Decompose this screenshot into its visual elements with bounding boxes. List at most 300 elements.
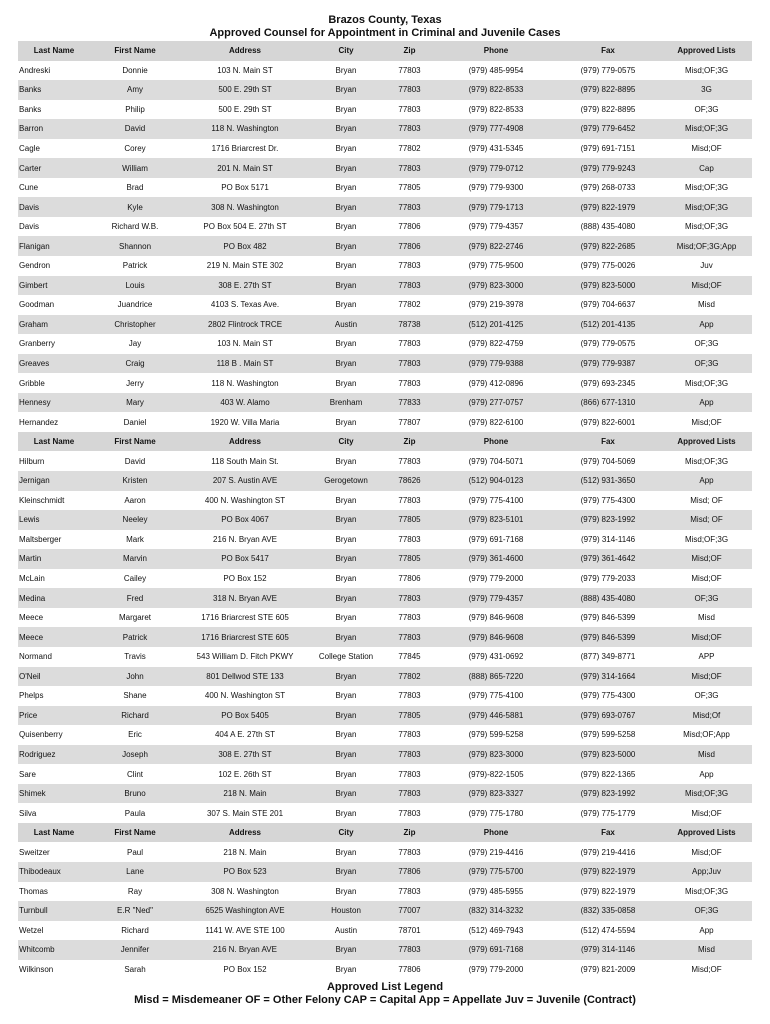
cell-phone: (979) 277-0757 xyxy=(437,393,555,413)
cell-fax: (979) 823-1992 xyxy=(555,510,661,530)
cell-last-name: Andreski xyxy=(19,65,51,75)
column-header-row xyxy=(18,41,752,61)
cell-approved-lists: App xyxy=(699,925,714,935)
cell-phone: (979) 779-4357 xyxy=(468,222,524,232)
cell-address: PO Box 152 xyxy=(223,964,267,974)
table-row xyxy=(18,510,752,530)
county-title: Brazos County, Texas xyxy=(328,14,442,26)
cell-address: 207 S. Austin AVE xyxy=(180,471,310,491)
table-row xyxy=(18,745,752,765)
cell-fax: (979) 268-0733 xyxy=(580,183,636,193)
cell-phone: (979) 846-9608 xyxy=(468,613,524,623)
cell-city: Bryan xyxy=(335,886,357,896)
cell-city: Bryan xyxy=(335,495,357,505)
cell-phone: (979) 822-6100 xyxy=(468,417,524,427)
cell-zip: 77007 xyxy=(382,901,437,921)
cell-fax: (979) 821-2009 xyxy=(580,964,636,974)
cell-first-name: Joseph xyxy=(90,745,180,765)
cell-phone: (979) 775-9500 xyxy=(468,261,524,271)
column-header-zip: Zip xyxy=(382,823,437,843)
cell-city: Bryan xyxy=(310,862,382,882)
table-row xyxy=(18,315,752,335)
cell-zip: 77803 xyxy=(382,276,437,296)
cell-address: 308 E. 27th ST xyxy=(180,276,310,296)
cell-address: 103 N. Main ST xyxy=(217,339,273,349)
cell-city: Bryan xyxy=(335,847,357,857)
cell-zip: 77803 xyxy=(398,534,421,544)
cell-phone: (979) 431-5345 xyxy=(468,144,524,153)
cell-approved-lists: Misd;Of xyxy=(661,706,752,726)
cell-approved-lists: Misd xyxy=(661,745,752,765)
table-row xyxy=(18,803,752,823)
cell-first-name: Corey xyxy=(124,144,146,153)
cell-approved-lists: Misd;OF xyxy=(691,144,722,153)
cell-approved-lists: Misd;OF;3G xyxy=(684,65,729,75)
cell-phone: (979) 412-0896 xyxy=(468,378,524,388)
cell-address: PO Box 482 xyxy=(180,236,310,256)
table-row xyxy=(18,686,752,706)
cell-fax: (979) 775-4300 xyxy=(580,495,636,505)
table-row xyxy=(18,960,752,980)
cell-last-name: Turnbull xyxy=(18,901,90,921)
cell-approved-lists: OF;3G xyxy=(661,901,752,921)
column-header-city: City xyxy=(310,41,382,61)
cell-city: Bryan xyxy=(310,627,382,647)
cell-first-name: Brad xyxy=(126,183,144,193)
cell-zip: 77803 xyxy=(398,730,421,740)
cell-zip: 77807 xyxy=(398,417,421,427)
cell-last-name: Greaves xyxy=(18,354,90,374)
cell-address: 404 A E. 27th ST xyxy=(214,730,276,740)
cell-approved-lists: OF;3G xyxy=(694,691,719,701)
cell-address: 801 Dellwod STE 133 xyxy=(180,667,310,687)
cell-last-name: Silva xyxy=(19,808,37,818)
cell-address: 500 E. 29th ST xyxy=(218,104,272,114)
cell-zip: 77802 xyxy=(398,144,421,153)
table-row xyxy=(18,647,752,667)
cell-last-name: Granberry xyxy=(19,339,56,349)
cell-phone: (979) 823-3000 xyxy=(437,745,555,765)
cell-first-name: Eric xyxy=(128,730,142,740)
cell-approved-lists: Misd;OF;3G xyxy=(661,119,752,139)
column-header-city: City xyxy=(310,823,382,843)
cell-approved-lists: Juv xyxy=(700,261,713,271)
cell-first-name: Ray xyxy=(127,886,143,896)
table-row xyxy=(18,901,752,921)
cell-address: 219 N. Main STE 302 xyxy=(206,261,284,271)
cell-last-name: Kleinschmidt xyxy=(19,495,65,505)
table-row xyxy=(18,549,752,569)
table-row xyxy=(18,197,752,217)
cell-fax: (866) 677-1310 xyxy=(555,393,661,413)
cell-first-name: Craig xyxy=(90,354,180,374)
table-row xyxy=(18,588,752,608)
cell-last-name: Gendron xyxy=(19,261,51,271)
cell-city: Austin xyxy=(310,315,382,335)
cell-first-name: Richard W.B. xyxy=(111,222,159,232)
cell-address: 1716 Briarcrest Dr. xyxy=(211,144,279,153)
cell-fax: (979) 846-5399 xyxy=(580,613,636,623)
cell-approved-lists: Misd;OF xyxy=(661,667,752,687)
cell-first-name: Travis xyxy=(124,652,146,662)
cell-zip: 77803 xyxy=(382,197,437,217)
cell-last-name: Goodman xyxy=(19,300,55,310)
cell-approved-lists: Misd xyxy=(698,613,715,623)
table-row xyxy=(18,119,752,139)
cell-phone: (979) 779-9300 xyxy=(468,183,524,193)
cell-fax: (979) 691-7151 xyxy=(580,144,636,153)
cell-approved-lists: Misd;OF;3G xyxy=(661,197,752,217)
cell-last-name: Martin xyxy=(18,549,90,569)
cell-last-name: Meece xyxy=(18,627,90,647)
table-row xyxy=(18,61,752,81)
cell-zip: 77806 xyxy=(382,236,437,256)
table-row xyxy=(18,725,752,745)
cell-address: 318 N. Bryan AVE xyxy=(180,588,310,608)
cell-last-name: Gimbert xyxy=(18,276,90,296)
cell-approved-lists: Misd xyxy=(698,300,715,310)
cell-fax: (877) 349-8771 xyxy=(580,652,636,662)
column-header-fax: Fax xyxy=(555,41,661,61)
cell-address: 400 N. Washington ST xyxy=(204,691,286,701)
cell-address: 102 E. 26th ST xyxy=(218,769,272,779)
cell-approved-lists: Misd;OF xyxy=(691,964,722,974)
cell-fax: (979) 314-1146 xyxy=(555,940,661,960)
cell-fax: (979) 822-8895 xyxy=(580,104,636,114)
cell-first-name: Marvin xyxy=(90,549,180,569)
cell-address: 307 S. Main STE 201 xyxy=(206,808,284,818)
cell-fax: (979) 779-2033 xyxy=(580,574,636,584)
cell-last-name: Wetzel xyxy=(19,925,44,935)
cell-approved-lists: OF;3G xyxy=(661,354,752,374)
cell-fax: (979) 823-5000 xyxy=(555,276,661,296)
cell-approved-lists: Misd;OF xyxy=(691,808,722,818)
cell-address: 308 N. Washington xyxy=(211,886,279,896)
cell-first-name: Jennifer xyxy=(90,940,180,960)
cell-address: 6525 Washington AVE xyxy=(180,901,310,921)
cell-phone: (979) 846-9608 xyxy=(437,627,555,647)
table-row xyxy=(18,608,752,628)
cell-phone: (979) 691-7168 xyxy=(468,534,524,544)
column-header-zip: Zip xyxy=(382,432,437,452)
cell-approved-lists: Misd;OF xyxy=(691,417,722,427)
cell-phone: (979) 823-5101 xyxy=(437,510,555,530)
cell-last-name: Davis xyxy=(19,222,40,232)
cell-last-name: Gribble xyxy=(19,378,45,388)
cell-first-name: Cailey xyxy=(123,574,147,584)
cell-approved-lists: Misd;OF xyxy=(661,276,752,296)
cell-zip: 77803 xyxy=(382,80,437,100)
cell-approved-lists: Misd;OF;3G xyxy=(684,222,729,232)
cell-city: Bryan xyxy=(310,549,382,569)
cell-phone: (979) 775-5700 xyxy=(437,862,555,882)
cell-city: Bryan xyxy=(335,964,357,974)
cell-first-name: David xyxy=(90,119,180,139)
cell-address: 308 E. 27th ST xyxy=(180,745,310,765)
cell-address: 103 N. Main ST xyxy=(217,65,273,75)
column-header-phone: Phone xyxy=(437,823,555,843)
cell-zip: 77803 xyxy=(398,847,421,857)
cell-fax: (979) 599-5258 xyxy=(580,730,636,740)
cell-city: Bryan xyxy=(310,119,382,139)
column-header-zip: Zip xyxy=(382,41,437,61)
cell-fax: (979) 704-5069 xyxy=(580,456,636,466)
cell-zip: 78701 xyxy=(398,925,421,935)
table-row xyxy=(18,882,752,902)
cell-approved-lists: 3G xyxy=(661,80,752,100)
cell-phone: (979) 822-8533 xyxy=(437,80,555,100)
cell-last-name: Jernigan xyxy=(18,471,90,491)
cell-first-name: Jerry xyxy=(126,378,144,388)
column-header-phone: Phone xyxy=(437,41,555,61)
cell-address: 218 N. Main xyxy=(180,784,310,804)
legend xyxy=(0,981,770,1007)
column-header-last-name: Last Name xyxy=(18,41,90,61)
column-header-approved-lists: Approved Lists xyxy=(661,432,752,452)
table-row xyxy=(18,354,752,374)
cell-approved-lists: Misd;OF xyxy=(691,574,722,584)
table-row xyxy=(18,627,752,647)
cell-fax: (979) 775-1779 xyxy=(580,808,636,818)
cell-address: 400 N. Washington ST xyxy=(204,495,286,505)
cell-phone: (512) 201-4125 xyxy=(437,315,555,335)
column-header-fax: Fax xyxy=(555,432,661,452)
cell-first-name: Kristen xyxy=(90,471,180,491)
document-header xyxy=(0,14,770,40)
cell-phone: (979) 822-8533 xyxy=(468,104,524,114)
cell-zip: 77806 xyxy=(398,574,421,584)
cell-phone: (979) 779-2000 xyxy=(468,574,524,584)
cell-zip: 77803 xyxy=(398,339,421,349)
cell-zip: 77803 xyxy=(398,261,421,271)
cell-fax: (512) 474-5594 xyxy=(580,925,636,935)
column-header-phone: Phone xyxy=(437,432,555,452)
cell-city: Bryan xyxy=(335,730,357,740)
cell-first-name: Mary xyxy=(90,393,180,413)
cell-city: Bryan xyxy=(335,261,357,271)
cell-city: Bryan xyxy=(335,808,357,818)
cell-phone: (979) 446-5881 xyxy=(437,706,555,726)
cell-first-name: Shannon xyxy=(90,236,180,256)
cell-zip: 77806 xyxy=(398,222,421,232)
cell-phone: (888) 865-7220 xyxy=(437,667,555,687)
column-header-fax: Fax xyxy=(555,823,661,843)
cell-phone: (979) 219-3978 xyxy=(468,300,524,310)
cell-approved-lists: Misd; OF xyxy=(690,495,723,505)
cell-last-name: Sweitzer xyxy=(19,847,50,857)
cell-address: 500 E. 29th ST xyxy=(180,80,310,100)
cell-zip: 77803 xyxy=(382,354,437,374)
cell-zip: 77803 xyxy=(398,495,421,505)
cell-last-name: Graham xyxy=(18,315,90,335)
cell-first-name: Kyle xyxy=(90,197,180,217)
cell-phone: (979) 361-4600 xyxy=(437,549,555,569)
cell-city: Bryan xyxy=(310,745,382,765)
cell-address: 308 N. Washington xyxy=(180,197,310,217)
cell-address: 216 N. Bryan AVE xyxy=(213,534,277,544)
cell-fax: (979) 822-1979 xyxy=(580,886,636,896)
cell-last-name: Whitcomb xyxy=(18,940,90,960)
cell-fax: (979) 775-0026 xyxy=(580,261,636,271)
cell-zip: 78738 xyxy=(382,315,437,335)
cell-phone: (512) 469-7943 xyxy=(468,925,524,935)
table-row xyxy=(18,842,752,862)
cell-first-name: E.R "Ned" xyxy=(90,901,180,921)
cell-approved-lists: App xyxy=(699,769,714,779)
counsel-table-body xyxy=(18,41,752,979)
cell-approved-lists: Misd; OF xyxy=(661,510,752,530)
cell-address: 216 N. Bryan AVE xyxy=(180,940,310,960)
column-header-city: City xyxy=(310,432,382,452)
cell-city: Bryan xyxy=(335,378,357,388)
cell-phone: (979) 779-0712 xyxy=(437,158,555,178)
cell-fax: (979) 219-4416 xyxy=(580,847,636,857)
cell-phone: (979) 431-0692 xyxy=(468,652,524,662)
cell-address: PO Box 523 xyxy=(180,862,310,882)
cell-last-name: Quisenberry xyxy=(19,730,63,740)
cell-last-name: Barron xyxy=(18,119,90,139)
cell-city: Bryan xyxy=(335,104,357,114)
table-row xyxy=(18,530,752,550)
cell-zip: 77803 xyxy=(382,158,437,178)
cell-zip: 77803 xyxy=(398,378,421,388)
table-row xyxy=(18,569,752,589)
table-row xyxy=(18,491,752,511)
cell-last-name: Banks xyxy=(19,104,42,114)
cell-zip: 77803 xyxy=(398,769,421,779)
table-row xyxy=(18,139,752,159)
cell-first-name: Richard xyxy=(121,925,149,935)
cell-city: Bryan xyxy=(310,940,382,960)
cell-zip: 77803 xyxy=(398,65,421,75)
cell-zip: 77805 xyxy=(398,183,421,193)
cell-first-name: William xyxy=(90,158,180,178)
cell-first-name: Amy xyxy=(90,80,180,100)
cell-first-name: Daniel xyxy=(123,417,147,427)
cell-city: Bryan xyxy=(335,534,357,544)
cell-first-name: Clint xyxy=(126,769,143,779)
cell-last-name: Meece xyxy=(19,613,44,623)
cell-fax: (979) 823-1992 xyxy=(555,784,661,804)
cell-last-name: O'Neil xyxy=(18,667,90,687)
column-header-row xyxy=(18,432,752,452)
cell-last-name: Hernandez xyxy=(19,417,59,427)
cell-address: 543 William D. Fitch PKWY xyxy=(196,652,294,662)
cell-city: Austin xyxy=(334,925,358,935)
cell-approved-lists: Misd;OF;3G xyxy=(684,456,729,466)
counsel-table xyxy=(18,41,752,979)
cell-first-name: Neeley xyxy=(90,510,180,530)
table-row xyxy=(18,373,752,393)
column-header-address: Address xyxy=(180,823,310,843)
cell-city: Bryan xyxy=(310,510,382,530)
cell-address: 118 B . Main ST xyxy=(180,354,310,374)
cell-phone: (979) 775-1780 xyxy=(468,808,524,818)
table-row xyxy=(18,784,752,804)
cell-first-name: Paula xyxy=(124,808,146,818)
cell-fax: (888) 435-4080 xyxy=(555,588,661,608)
cell-approved-lists: App;Juv xyxy=(661,862,752,882)
cell-last-name: Cune xyxy=(19,183,39,193)
cell-city: Bryan xyxy=(335,65,357,75)
cell-first-name: Aaron xyxy=(124,495,146,505)
cell-first-name: Sarah xyxy=(124,964,146,974)
cell-phone: (979) 779-9388 xyxy=(437,354,555,374)
cell-first-name: John xyxy=(90,667,180,687)
cell-last-name: Phelps xyxy=(19,691,44,701)
cell-phone: (979) 485-9954 xyxy=(468,65,524,75)
cell-zip: 77803 xyxy=(398,886,421,896)
cell-first-name: Patrick xyxy=(122,261,148,271)
table-row xyxy=(18,178,752,198)
cell-first-name: Mark xyxy=(126,534,144,544)
cell-zip: 77803 xyxy=(398,613,421,623)
cell-first-name: Donnie xyxy=(122,65,148,75)
cell-approved-lists: Cap xyxy=(661,158,752,178)
cell-fax: (979) 779-9387 xyxy=(555,354,661,374)
cell-first-name: Christopher xyxy=(90,315,180,335)
cell-phone: (979) 485-5955 xyxy=(468,886,524,896)
cell-city: Bryan xyxy=(335,691,357,701)
cell-zip: 77803 xyxy=(398,456,421,466)
cell-last-name: Thomas xyxy=(19,886,48,896)
table-row xyxy=(18,471,752,491)
table-row xyxy=(18,236,752,256)
cell-address: 118 N. Washington xyxy=(211,378,279,388)
cell-last-name: Thibodeaux xyxy=(18,862,90,882)
cell-approved-lists: App xyxy=(661,315,752,335)
cell-city: Bryan xyxy=(310,276,382,296)
table-row xyxy=(18,100,752,120)
cell-zip: 77802 xyxy=(382,667,437,687)
cell-city: Bryan xyxy=(335,144,357,153)
cell-phone: (512) 904-0123 xyxy=(437,471,555,491)
cell-zip: 77806 xyxy=(382,862,437,882)
cell-last-name: Sare xyxy=(19,769,36,779)
cell-last-name: Rodriguez xyxy=(18,745,90,765)
cell-phone: (832) 314-3232 xyxy=(437,901,555,921)
column-header-last-name: Last Name xyxy=(18,432,90,452)
cell-fax: (979) 822-2685 xyxy=(555,236,661,256)
cell-city: Gerogetown xyxy=(310,471,382,491)
cell-city: Bryan xyxy=(335,183,357,193)
cell-city: Bryan xyxy=(335,339,357,349)
cell-address: 403 W. Alamo xyxy=(180,393,310,413)
cell-phone: (979) 823-3000 xyxy=(437,276,555,296)
cell-fax: (979) 314-1146 xyxy=(580,534,636,544)
cell-last-name: Davis xyxy=(18,197,90,217)
cell-last-name: Cagle xyxy=(19,144,40,153)
cell-phone: (979) 823-3327 xyxy=(437,784,555,804)
cell-last-name: Normand xyxy=(19,652,52,662)
cell-approved-lists: Misd;OF;App xyxy=(683,730,730,740)
cell-city: Bryan xyxy=(335,769,357,779)
cell-city: Bryan xyxy=(310,197,382,217)
cell-first-name: Louis xyxy=(90,276,180,296)
cell-approved-lists: Misd;OF;3G xyxy=(684,378,729,388)
cell-approved-lists: Misd;OF xyxy=(661,627,752,647)
cell-approved-lists: Misd;OF;3G xyxy=(661,784,752,804)
cell-city: Bryan xyxy=(335,456,357,466)
cell-first-name: Jay xyxy=(128,339,142,349)
cell-city: Bryan xyxy=(335,417,357,427)
cell-fax: (979) 822-6001 xyxy=(580,417,636,427)
cell-phone: (979) 219-4416 xyxy=(468,847,524,857)
cell-last-name: Flanigan xyxy=(18,236,90,256)
cell-zip: 77803 xyxy=(398,808,421,818)
cell-city: Bryan xyxy=(335,613,357,623)
column-header-address: Address xyxy=(180,41,310,61)
